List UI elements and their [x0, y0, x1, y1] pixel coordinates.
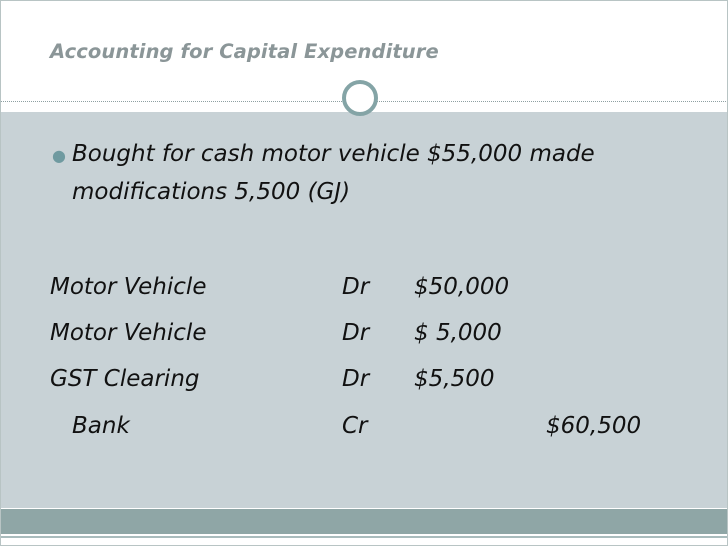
bullet-text-line-2: modifications 5,500 (GJ): [72, 179, 351, 205]
journal-side: Dr: [342, 320, 370, 346]
journal-side: Cr: [342, 413, 368, 439]
journal-account: Motor Vehicle: [50, 274, 207, 300]
journal-side: Dr: [342, 366, 370, 392]
journal-debit: $5,500: [414, 366, 495, 392]
journal-debit: $ 5,000: [414, 320, 502, 346]
slide-title: Accounting for Capital Expenditure: [50, 40, 439, 63]
journal-credit: $60,500: [546, 413, 642, 439]
bullet-icon: ●: [52, 146, 66, 165]
journal-debit: $50,000: [414, 274, 510, 300]
journal-account: Motor Vehicle: [50, 320, 207, 346]
journal-side: Dr: [342, 274, 370, 300]
bullet-text-line-1: Bought for cash motor vehicle $55,000 made: [72, 141, 595, 167]
journal-account: GST Clearing: [50, 366, 200, 392]
journal-account: Bank: [72, 413, 130, 439]
